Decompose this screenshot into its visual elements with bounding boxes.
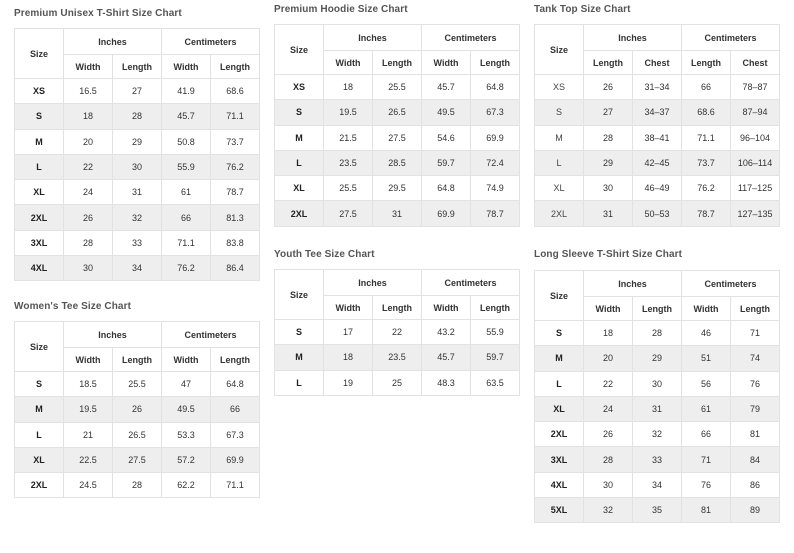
size-label: 2XL bbox=[535, 422, 584, 447]
table-row bbox=[275, 75, 520, 100]
measurement-cell: 78.7 bbox=[682, 201, 731, 226]
measurement-cell: 28.5 bbox=[373, 150, 422, 175]
measurement-cell: 53.3 bbox=[162, 422, 211, 447]
measurement-cell: 27.5 bbox=[324, 201, 373, 226]
unit-group-header: Centimeters bbox=[162, 29, 260, 55]
measurement-cell: 29 bbox=[633, 346, 682, 371]
chart-title-unisex: Premium Unisex T-Shirt Size Chart bbox=[14, 8, 182, 19]
measurement-cell: 26 bbox=[64, 205, 113, 230]
unit-group-header: Centimeters bbox=[682, 271, 780, 297]
measurement-cell: 31 bbox=[373, 201, 422, 226]
table-row bbox=[275, 150, 520, 175]
measurement-cell: 81 bbox=[731, 422, 780, 447]
measure-column-header: Length bbox=[113, 55, 162, 79]
table-row bbox=[15, 256, 260, 281]
measurement-cell: 74 bbox=[731, 346, 780, 371]
size-label: L bbox=[275, 370, 324, 395]
size-label: XS bbox=[275, 75, 324, 100]
measurement-cell: 16.5 bbox=[64, 79, 113, 104]
measurement-cell: 59.7 bbox=[471, 345, 520, 370]
measurement-cell: 33 bbox=[113, 230, 162, 255]
measurement-cell: 49.5 bbox=[422, 100, 471, 125]
table-row bbox=[275, 320, 520, 345]
size-table-youth bbox=[274, 269, 520, 396]
size-table-tank bbox=[534, 24, 780, 227]
table-row bbox=[15, 397, 260, 422]
table-row bbox=[15, 473, 260, 498]
measurement-cell: 26 bbox=[584, 75, 633, 100]
measurement-cell: 86 bbox=[731, 472, 780, 497]
measurement-cell: 43.2 bbox=[422, 320, 471, 345]
measurement-cell: 47 bbox=[162, 372, 211, 397]
size-header: Size bbox=[15, 29, 64, 79]
measurement-cell: 20 bbox=[64, 129, 113, 154]
measurement-cell: 69.9 bbox=[471, 125, 520, 150]
unit-group-header: Inches bbox=[64, 322, 162, 348]
measurement-cell: 74.9 bbox=[471, 176, 520, 201]
measurement-cell: 28 bbox=[113, 473, 162, 498]
measurement-cell: 50.8 bbox=[162, 129, 211, 154]
size-header: Size bbox=[275, 270, 324, 320]
measure-column-header: Width bbox=[682, 297, 731, 321]
measurement-cell: 86.4 bbox=[211, 256, 260, 281]
table-row bbox=[535, 125, 780, 150]
size-label: XL bbox=[535, 176, 584, 201]
size-label: 3XL bbox=[15, 230, 64, 255]
measurement-cell: 23.5 bbox=[373, 345, 422, 370]
measurement-cell: 30 bbox=[64, 256, 113, 281]
measure-column-header: Width bbox=[584, 297, 633, 321]
size-header: Size bbox=[535, 25, 584, 75]
size-label: S bbox=[535, 100, 584, 125]
measurement-cell: 96–104 bbox=[731, 125, 780, 150]
measurement-cell: 32 bbox=[584, 498, 633, 523]
measurement-cell: 31–34 bbox=[633, 75, 682, 100]
measurement-cell: 34 bbox=[113, 256, 162, 281]
chart-title-youth: Youth Tee Size Chart bbox=[274, 249, 375, 260]
measurement-cell: 22 bbox=[373, 320, 422, 345]
measurement-cell: 78–87 bbox=[731, 75, 780, 100]
measurement-cell: 25 bbox=[373, 370, 422, 395]
measurement-cell: 71 bbox=[731, 321, 780, 346]
measurement-cell: 68.6 bbox=[682, 100, 731, 125]
measurement-cell: 28 bbox=[584, 447, 633, 472]
measurement-cell: 26 bbox=[584, 422, 633, 447]
measurement-cell: 27 bbox=[113, 79, 162, 104]
size-label: M bbox=[275, 345, 324, 370]
measurement-cell: 25.5 bbox=[324, 176, 373, 201]
measure-column-header: Length bbox=[682, 51, 731, 75]
measure-column-header: Length bbox=[633, 297, 682, 321]
measurement-cell: 46 bbox=[682, 321, 731, 346]
measurement-cell: 23.5 bbox=[324, 150, 373, 175]
unit-group-header: Inches bbox=[584, 25, 682, 51]
size-label: S bbox=[15, 372, 64, 397]
measure-column-header: Width bbox=[162, 55, 211, 79]
measurement-cell: 48.3 bbox=[422, 370, 471, 395]
measurement-cell: 18 bbox=[584, 321, 633, 346]
table-row bbox=[275, 100, 520, 125]
measurement-cell: 76.2 bbox=[211, 154, 260, 179]
measurement-cell: 30 bbox=[584, 176, 633, 201]
table-row bbox=[535, 100, 780, 125]
size-label: 5XL bbox=[535, 498, 584, 523]
table-row bbox=[275, 201, 520, 226]
size-label: 2XL bbox=[15, 205, 64, 230]
measurement-cell: 28 bbox=[113, 104, 162, 129]
size-label: XL bbox=[275, 176, 324, 201]
measurement-cell: 51 bbox=[682, 346, 731, 371]
measure-column-header: Length bbox=[211, 348, 260, 372]
size-label: 4XL bbox=[535, 472, 584, 497]
size-table-hoodie bbox=[274, 24, 520, 227]
measurement-cell: 31 bbox=[633, 396, 682, 421]
measurement-cell: 22 bbox=[64, 154, 113, 179]
measurement-cell: 61 bbox=[162, 180, 211, 205]
chart-title-womens: Women's Tee Size Chart bbox=[14, 301, 132, 312]
size-label: S bbox=[15, 104, 64, 129]
measurement-cell: 49.5 bbox=[162, 397, 211, 422]
measurement-cell: 54.6 bbox=[422, 125, 471, 150]
table-row bbox=[535, 447, 780, 472]
measurement-cell: 71.1 bbox=[211, 473, 260, 498]
measurement-cell: 64.8 bbox=[211, 372, 260, 397]
table-row bbox=[15, 104, 260, 129]
measurement-cell: 76.2 bbox=[682, 176, 731, 201]
measurement-cell: 106–114 bbox=[731, 150, 780, 175]
measurement-cell: 29 bbox=[113, 129, 162, 154]
measure-column-header: Width bbox=[64, 55, 113, 79]
size-table-unisex bbox=[14, 28, 260, 281]
measurement-cell: 33 bbox=[633, 447, 682, 472]
measurement-cell: 26.5 bbox=[113, 422, 162, 447]
measurement-cell: 64.8 bbox=[471, 75, 520, 100]
measurement-cell: 55.9 bbox=[471, 320, 520, 345]
measurement-cell: 66 bbox=[162, 205, 211, 230]
measurement-cell: 62.2 bbox=[162, 473, 211, 498]
size-label: S bbox=[275, 320, 324, 345]
size-label: XL bbox=[15, 180, 64, 205]
size-label: M bbox=[15, 129, 64, 154]
measurement-cell: 45.7 bbox=[422, 345, 471, 370]
measurement-cell: 57.2 bbox=[162, 447, 211, 472]
measurement-cell: 34–37 bbox=[633, 100, 682, 125]
measurement-cell: 67.3 bbox=[211, 422, 260, 447]
measurement-cell: 18 bbox=[324, 75, 373, 100]
measurement-cell: 25.5 bbox=[113, 372, 162, 397]
table-row bbox=[535, 75, 780, 100]
size-label: 2XL bbox=[275, 201, 324, 226]
measurement-cell: 59.7 bbox=[422, 150, 471, 175]
size-header: Size bbox=[275, 25, 324, 75]
measurement-cell: 89 bbox=[731, 498, 780, 523]
size-label: L bbox=[15, 422, 64, 447]
measurement-cell: 71.1 bbox=[682, 125, 731, 150]
chart-title-tank: Tank Top Size Chart bbox=[534, 4, 631, 15]
measurement-cell: 31 bbox=[113, 180, 162, 205]
measurement-cell: 76 bbox=[682, 472, 731, 497]
measurement-cell: 46–49 bbox=[633, 176, 682, 201]
measurement-cell: 45.7 bbox=[162, 104, 211, 129]
size-label: M bbox=[15, 397, 64, 422]
measure-column-header: Length bbox=[471, 51, 520, 75]
measurement-cell: 71.1 bbox=[162, 230, 211, 255]
measure-column-header: Chest bbox=[731, 51, 780, 75]
measurement-cell: 45.7 bbox=[422, 75, 471, 100]
measurement-cell: 22.5 bbox=[64, 447, 113, 472]
measurement-cell: 50–53 bbox=[633, 201, 682, 226]
measurement-cell: 84 bbox=[731, 447, 780, 472]
size-label: 4XL bbox=[15, 256, 64, 281]
table-row bbox=[535, 150, 780, 175]
measurement-cell: 21 bbox=[64, 422, 113, 447]
table-row bbox=[275, 370, 520, 395]
measurement-cell: 25.5 bbox=[373, 75, 422, 100]
size-label: 2XL bbox=[15, 473, 64, 498]
size-label: M bbox=[535, 125, 584, 150]
measurement-cell: 26 bbox=[113, 397, 162, 422]
measurement-cell: 78.7 bbox=[471, 201, 520, 226]
size-label: L bbox=[275, 150, 324, 175]
measurement-cell: 18 bbox=[64, 104, 113, 129]
measure-column-header: Length bbox=[584, 51, 633, 75]
size-label: M bbox=[535, 346, 584, 371]
measurement-cell: 56 bbox=[682, 371, 731, 396]
size-label: L bbox=[535, 150, 584, 175]
table-row bbox=[15, 447, 260, 472]
measurement-cell: 27 bbox=[584, 100, 633, 125]
measurement-cell: 38–41 bbox=[633, 125, 682, 150]
measure-column-header: Length bbox=[373, 51, 422, 75]
size-table-womens bbox=[14, 321, 260, 498]
measurement-cell: 79 bbox=[731, 396, 780, 421]
measure-column-header: Width bbox=[324, 296, 373, 320]
size-label: S bbox=[535, 321, 584, 346]
measurement-cell: 35 bbox=[633, 498, 682, 523]
measurement-cell: 18 bbox=[324, 345, 373, 370]
measurement-cell: 64.8 bbox=[422, 176, 471, 201]
size-label: 3XL bbox=[535, 447, 584, 472]
chart-title-hoodie: Premium Hoodie Size Chart bbox=[274, 4, 408, 15]
table-row bbox=[15, 79, 260, 104]
measurement-cell: 71 bbox=[682, 447, 731, 472]
measurement-cell: 21.5 bbox=[324, 125, 373, 150]
measure-column-header: Length bbox=[373, 296, 422, 320]
measurement-cell: 83.8 bbox=[211, 230, 260, 255]
size-table-longsleeve bbox=[534, 270, 780, 523]
measurement-cell: 32 bbox=[113, 205, 162, 230]
measurement-cell: 61 bbox=[682, 396, 731, 421]
measurement-cell: 24 bbox=[584, 396, 633, 421]
size-label: L bbox=[15, 154, 64, 179]
measurement-cell: 81.3 bbox=[211, 205, 260, 230]
measurement-cell: 69.9 bbox=[422, 201, 471, 226]
measure-column-header: Width bbox=[422, 51, 471, 75]
measure-column-header: Length bbox=[113, 348, 162, 372]
measure-column-header: Width bbox=[422, 296, 471, 320]
measurement-cell: 27.5 bbox=[113, 447, 162, 472]
measurement-cell: 27.5 bbox=[373, 125, 422, 150]
chart-title-longsleeve: Long Sleeve T-Shirt Size Chart bbox=[534, 249, 683, 260]
measurement-cell: 20 bbox=[584, 346, 633, 371]
table-row bbox=[535, 176, 780, 201]
table-row bbox=[15, 205, 260, 230]
measurement-cell: 41.9 bbox=[162, 79, 211, 104]
measurement-cell: 19.5 bbox=[64, 397, 113, 422]
measurement-cell: 76.2 bbox=[162, 256, 211, 281]
table-row bbox=[535, 422, 780, 447]
measurement-cell: 30 bbox=[633, 371, 682, 396]
size-label: XS bbox=[15, 79, 64, 104]
measurement-cell: 72.4 bbox=[471, 150, 520, 175]
measurement-cell: 73.7 bbox=[211, 129, 260, 154]
measurement-cell: 117–125 bbox=[731, 176, 780, 201]
table-row bbox=[15, 422, 260, 447]
measurement-cell: 19.5 bbox=[324, 100, 373, 125]
measurement-cell: 55.9 bbox=[162, 154, 211, 179]
measurement-cell: 68.6 bbox=[211, 79, 260, 104]
measurement-cell: 31 bbox=[584, 201, 633, 226]
measurement-cell: 19 bbox=[324, 370, 373, 395]
measurement-cell: 28 bbox=[633, 321, 682, 346]
measurement-cell: 73.7 bbox=[682, 150, 731, 175]
table-row bbox=[535, 371, 780, 396]
measure-column-header: Width bbox=[324, 51, 373, 75]
table-row bbox=[15, 372, 260, 397]
table-row bbox=[15, 154, 260, 179]
size-label: M bbox=[275, 125, 324, 150]
measure-column-header: Chest bbox=[633, 51, 682, 75]
measurement-cell: 26.5 bbox=[373, 100, 422, 125]
measurement-cell: 30 bbox=[584, 472, 633, 497]
table-row bbox=[15, 180, 260, 205]
size-label: S bbox=[275, 100, 324, 125]
table-row bbox=[275, 125, 520, 150]
measurement-cell: 63.5 bbox=[471, 370, 520, 395]
measure-column-header: Length bbox=[731, 297, 780, 321]
size-label: 2XL bbox=[535, 201, 584, 226]
measurement-cell: 28 bbox=[64, 230, 113, 255]
table-row bbox=[535, 472, 780, 497]
measurement-cell: 76 bbox=[731, 371, 780, 396]
measurement-cell: 66 bbox=[682, 422, 731, 447]
measure-column-header: Width bbox=[162, 348, 211, 372]
measurement-cell: 30 bbox=[113, 154, 162, 179]
measurement-cell: 127–135 bbox=[731, 201, 780, 226]
measure-column-header: Length bbox=[211, 55, 260, 79]
measurement-cell: 22 bbox=[584, 371, 633, 396]
table-row bbox=[535, 346, 780, 371]
size-header: Size bbox=[535, 271, 584, 321]
size-label: XL bbox=[15, 447, 64, 472]
unit-group-header: Centimeters bbox=[422, 270, 520, 296]
measurement-cell: 24.5 bbox=[64, 473, 113, 498]
unit-group-header: Centimeters bbox=[422, 25, 520, 51]
measurement-cell: 66 bbox=[682, 75, 731, 100]
table-row bbox=[15, 129, 260, 154]
size-header: Size bbox=[15, 322, 64, 372]
size-label: L bbox=[535, 371, 584, 396]
table-row bbox=[535, 396, 780, 421]
measurement-cell: 29.5 bbox=[373, 176, 422, 201]
measurement-cell: 18.5 bbox=[64, 372, 113, 397]
measurement-cell: 66 bbox=[211, 397, 260, 422]
measurement-cell: 71.1 bbox=[211, 104, 260, 129]
table-row bbox=[15, 230, 260, 255]
measurement-cell: 34 bbox=[633, 472, 682, 497]
unit-group-header: Inches bbox=[584, 271, 682, 297]
size-label: XS bbox=[535, 75, 584, 100]
measurement-cell: 42–45 bbox=[633, 150, 682, 175]
measurement-cell: 17 bbox=[324, 320, 373, 345]
unit-group-header: Inches bbox=[64, 29, 162, 55]
measurement-cell: 81 bbox=[682, 498, 731, 523]
table-row bbox=[275, 345, 520, 370]
measurement-cell: 87–94 bbox=[731, 100, 780, 125]
table-row bbox=[535, 498, 780, 523]
measurement-cell: 67.3 bbox=[471, 100, 520, 125]
unit-group-header: Centimeters bbox=[682, 25, 780, 51]
table-row bbox=[535, 321, 780, 346]
measurement-cell: 28 bbox=[584, 125, 633, 150]
table-row bbox=[275, 176, 520, 201]
measure-column-header: Length bbox=[471, 296, 520, 320]
unit-group-header: Inches bbox=[324, 270, 422, 296]
measurement-cell: 29 bbox=[584, 150, 633, 175]
measurement-cell: 69.9 bbox=[211, 447, 260, 472]
measurement-cell: 24 bbox=[64, 180, 113, 205]
measure-column-header: Width bbox=[64, 348, 113, 372]
size-label: XL bbox=[535, 396, 584, 421]
unit-group-header: Centimeters bbox=[162, 322, 260, 348]
measurement-cell: 78.7 bbox=[211, 180, 260, 205]
measurement-cell: 32 bbox=[633, 422, 682, 447]
unit-group-header: Inches bbox=[324, 25, 422, 51]
table-row bbox=[535, 201, 780, 226]
